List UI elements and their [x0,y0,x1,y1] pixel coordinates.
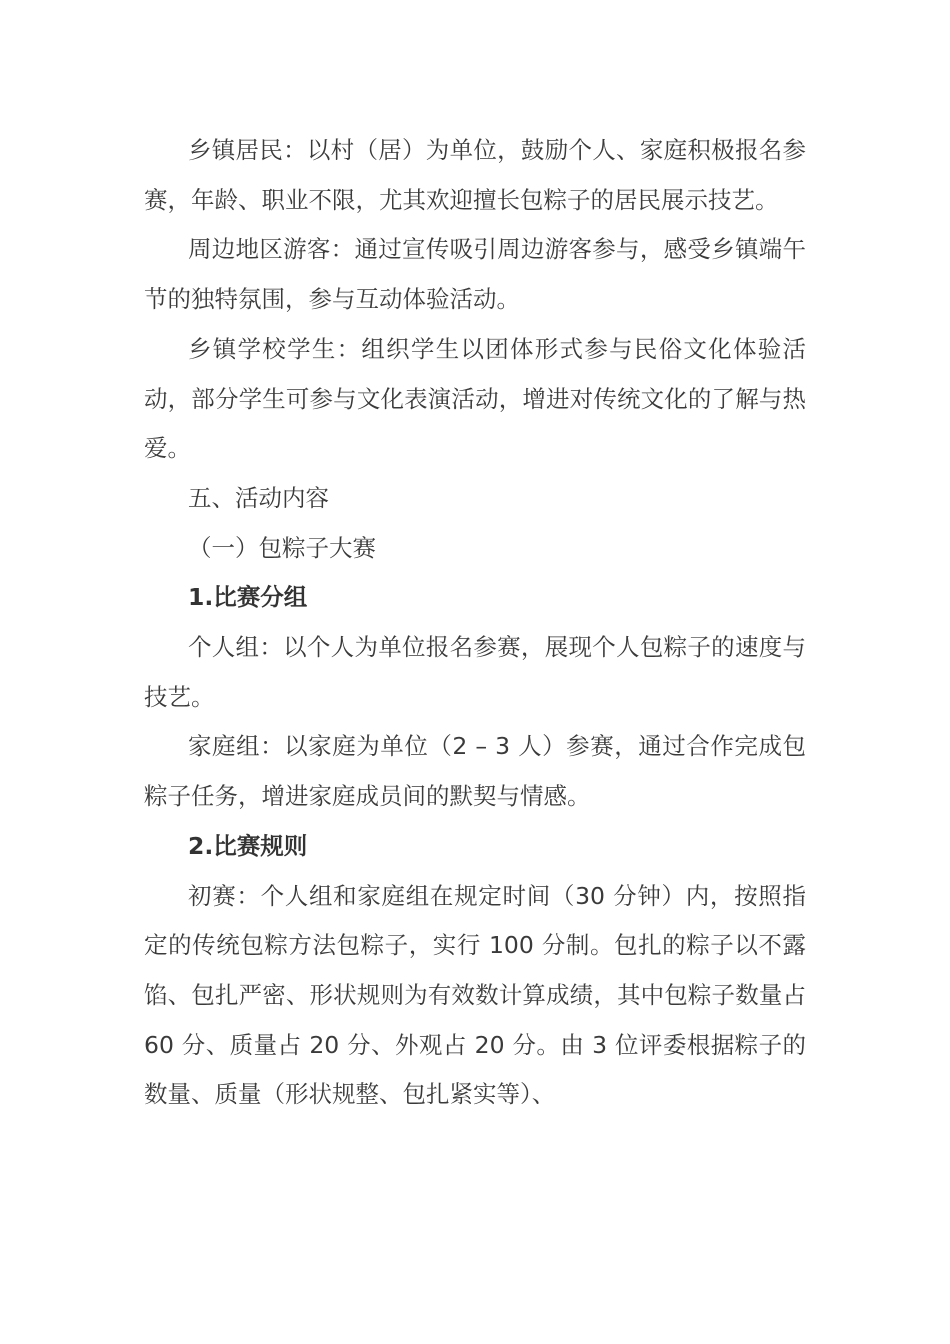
paragraph-students: 乡镇学校学生：组织学生以团体形式参与民俗文化体验活动，部分学生可参与文化表演活动，增进对传统文化的了解与热爱。 [144,334,806,463]
document-body [144,126,806,1120]
paragraph-tourists: 周边地区游客：通过宣传吸引周边游客参与，感受乡镇端午节的独特氛围，参与互动体验活动。 [144,235,806,314]
paragraph-residents: 乡镇居民：以村（居）为单位，鼓励个人、家庭积极报名参赛，年龄、职业不限，尤其欢迎擅长包粽子的居民展示技艺。 [144,136,806,214]
subsection-heading-contest: （一）包粽子大赛 [188,533,376,562]
item-heading-rules: 2.比赛规则 [188,831,308,860]
section-heading-activities: 五、活动内容 [188,483,329,512]
item-heading-groups: 1.比赛分组 [188,583,308,612]
paragraph-family-group: 家庭组：以家庭为单位（2 – 3 人）参赛，通过合作完成包粽子任务，增进家庭成员间的默契与情感。 [144,732,806,811]
paragraph-preliminary: 初赛：个人组和家庭组在规定时间（30 分钟）内，按照指定的传统包粽方法包粽子，实行 100 分制。包扎的粽子以不露馅、包扎严密、形状规则为有效数计算成绩，其中包粽子数量占 60 分、质量占 20 分、外观占 20 分。由 3 位评委根据粽子的数量、质量（形状规整、包扎紧实等）、 [144,881,806,1109]
paragraph-individual-group: 个人组：以个人为单位报名参赛，展现个人包粽子的速度与技艺。 [144,633,806,711]
